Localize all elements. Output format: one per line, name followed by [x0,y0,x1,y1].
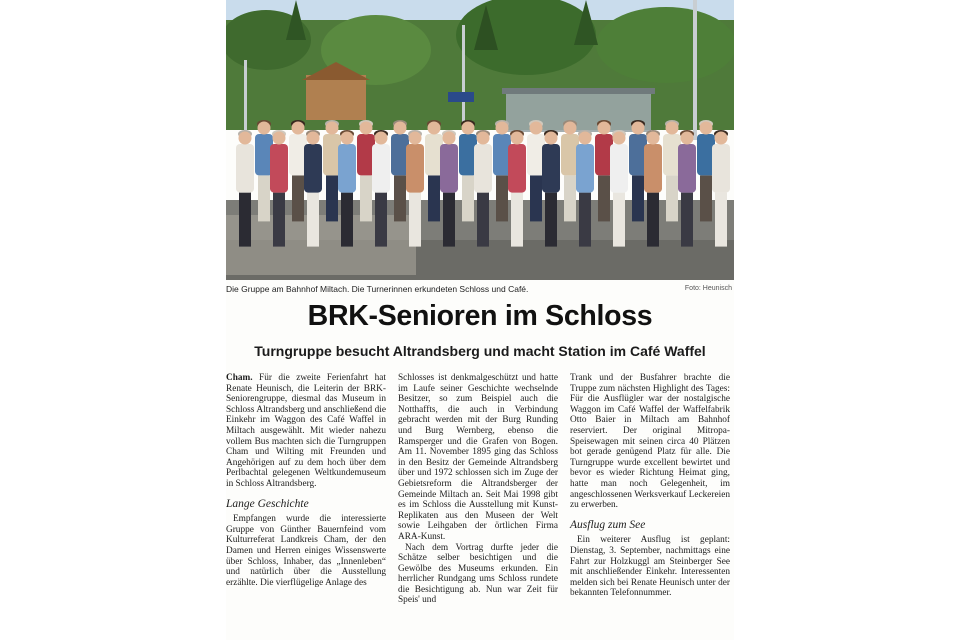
caption-text: Die Gruppe am Bahnhof Miltach. Die Turnerinnen erkundeten Schloss und Café. [226,284,529,294]
paragraph: Schlosses ist denkmalgeschützt und hatte im Laufe seiner Geschichte wechselnde Besitzer, so zum Beispiel auch die Notthaffts, die auch in Verbindung gebracht werden mit der Burg Runding und Burg Wernberg, ebenso die Ramsperger und die Grafen von Bogen. Am 11. November 1895 ging das Schloss in den Besitz der Gemeinde Altrandsberg über und 1972 schlossen sich im Zuge der Gebietsreform die Altrandsberger der Gemeinde Miltach an. Seit Mai 1998 gibt es im Schloss die Ausstellung mit Kunst-Replikaten aus den Museen der Welt sowie Leihgaben der örtlichen Firma ARA-Kunst. [398,373,558,542]
shelter-roof [502,88,655,94]
newspaper-clipping [226,0,734,640]
dateline: Cham. [226,373,253,383]
group-photo-image [226,0,734,280]
paragraph [226,373,386,490]
article-column-1 [226,373,386,588]
article-column-2 [398,373,558,606]
paragraph: Nach dem Vortrag durfte jeder die Schätze selber besichtigen und die Gewölbe des Museums erkunden. Ein herrlicher Rundgang ums Schloss rundete die Besichtigung ab. Nun war Zeit für Speis' und [398,542,558,606]
article-column-3 [570,373,730,599]
group-of-people [236,120,730,247]
lamp-post [693,0,697,140]
playground-house [306,75,366,120]
section-heading: Ausflug zum See [570,518,646,531]
section-heading: Lange Geschichte [226,497,309,510]
tree [596,7,734,83]
paragraph: Ein weiterer Ausflug ist geplant: Dienstag, 3. September, nachmittags eine Fahrt zur Holzkuggl am Steinberger See mit anschließender Einkehr. Interessenten melden sich bei Renate Heunisch unter der bekannten Telefonnummer. [570,535,730,599]
station-sign [448,92,474,102]
lamp-post [244,60,247,140]
paragraph-text: Für die zweite Ferienfahrt hat Renate Heunisch, die Leiterin der BRK-Seniorengruppe, diesmal das Museum in Schloss Altrandsberg und anschließend die Einkehr im Waggon des Café Waffel in Miltach ausgewählt. Mit wieder nahezu vollem Bus machten sich die Turngruppen Cham und Wilting mit Freunden und Angehörigen auf zu dem hoch über dem Perlbachtal gelegenen Weltkundemuseum in Schloss Altrandsberg. [226,373,386,489]
photo-credit: Foto: Heunisch [684,285,732,292]
path [226,215,416,275]
paragraph: Trank und der Busfahrer brachte die Truppe zum nächsten Highlight des Tages: Für die Ausflügler war der nostalgische Waggon im Café Waffel der Waffelfabrik Otto Baier in Miltach am Bahnhof reserviert. Der original Mitropa-Speisewagen mit seinen circa 40 Plätzen bot gerade genügend Platz für alle. Die Turngruppe wurde excellent bewirtet und bevor es wieder Richtung Heimat ging, hatte man noch Gelegenheit, im angeschlossenen Werksverkauf Leckereien zu erwerben. [570,373,730,511]
paragraph: Empfangen wurde die interessierte Gruppe von Günther Bauernfeind vom Kulturreferat Landkreis Cham, der den Damen und Herren einiges Wissenswerte über Schloss, Inhaber, das „Innenleben“ und natürlich über die Ausstellung erzählte. Die vierflügelige Anlage des [226,514,386,588]
photo-caption [226,282,734,296]
group-photo [226,0,734,280]
article-subheadline: Turngruppe besucht Altrandsberg und macht Station im Café Waffel [254,343,706,359]
article-headline: BRK-Senioren im Schloss [307,300,653,332]
shelter [506,92,651,132]
lamp-post [462,25,465,125]
